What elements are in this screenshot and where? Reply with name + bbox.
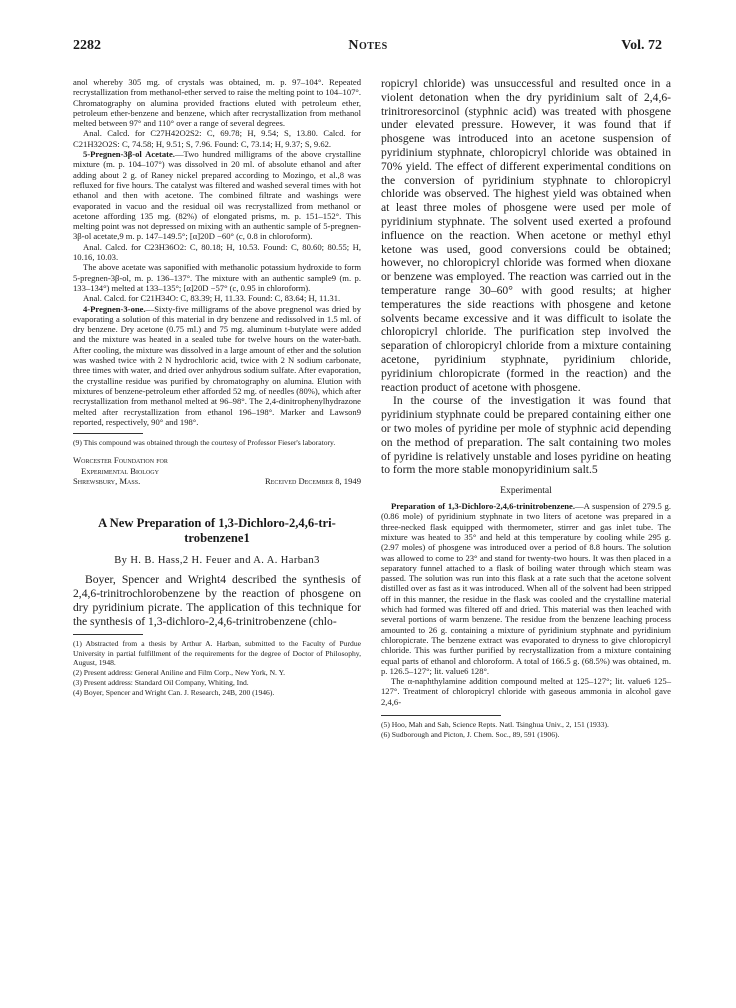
- analysis-line: Anal. Calcd. for C23H36O2: C, 80.18; H, 10.53. Found: C, 80.60; 80.55; H, 10.16, 10.03.: [73, 241, 361, 263]
- paragraph: [73, 149, 361, 242]
- left-column: [73, 77, 361, 699]
- footnotes: [73, 438, 361, 447]
- journal-section: Notes: [348, 38, 388, 53]
- footnote: (3) Present address: Standard Oil Company, Whiting, Ind.: [73, 678, 249, 688]
- paragraph-text: —Sixty-five milligrams of the above pregnenol was dried by evaporating a solution of this material in dry benzene and redissolved in 1.5 ml. of dry benzene. Dry acetone (0.75 ml.) and 75 mg. aluminum t-butylate were added and the mixture was heated in a sealed tube for twelve hours on the water-bath. After cooling, the mixture was dissolved in a large amount of ether and the solution was washed twice with 2 N hydrochloric acid, twice with 2 N sodium carbonate, three times with water, and dried over anhydrous sodium sulfate. After evaporation, the crystalline residue was purified by chromatography on alumina. Elution with mixtures of benzene-petroleum ether afforded 52 mg. of needles (80%), which after recrystallization from methanol melted at 96–98°. The 2,4-dinitrophenylhydrazone melted after recrystallization from ethanol 196–198°. Marker and Lawson9 reported, respectively, 90° and 198°.: [73, 303, 361, 427]
- footnote: (6) Sudborough and Picton, J. Chem. Soc., 89, 591 (1906).: [381, 730, 560, 740]
- running-header: [0, 38, 736, 58]
- footnote-divider: [73, 433, 143, 434]
- footnote: (5) Hoo, Mah and Sah, Science Repts. Natl. Tsinghua Univ., 2, 151 (1933).: [381, 720, 609, 730]
- title-line: A New Preparation of 1,3-Dichloro-2,4,6-tri-: [98, 516, 336, 531]
- analysis-line: Anal. Calcd. for C21H34O: C, 83.39; H, 11.33. Found: C, 83.64; H, 11.31.: [83, 293, 341, 304]
- footnote-divider: [73, 634, 143, 635]
- paragraph: anol whereby 305 mg. of crystals was obtained, m. p. 97–104°. Repeated recrystallization from methanol-ether served to raise the melting point to 104–107°. Chromatography on alumina provided fractions eluted with petroleum ether, petroleum ether-benzene and benzene, which after recrystallization from methanol melted between 97° and 110° over a range of several degrees.: [73, 77, 361, 129]
- paragraph: The above acetate was saponified with methanolic potassium hydroxide to form 5-pregnen-3β-ol, m. p. 136–137°. The mixture with an authentic sample9 (m. p. 133–134°) melted at 133–135°; [α]20D −57° (c, 0.95 in chloroform).: [73, 262, 361, 293]
- article-intro: [73, 573, 361, 628]
- institution-line: Worcester Foundation for: [73, 455, 168, 466]
- subsection-heading: Preparation of 1,3-Dichloro-2,4,6-trinitrobenzene.: [391, 501, 576, 512]
- authors: By H. B. Hass,2 H. Feuer and A. A. Harban3: [114, 555, 320, 567]
- paragraph: [381, 501, 671, 676]
- paragraph: Boyer, Spencer and Wright4 described the synthesis of 2,4,6-trinitrochlorobenzene by the reaction of phosgene on dry pyridinium picrate. The application of this technique for the synthesis of 1,3-dichloro-2,4,6-trinitrobenzene (chlo-: [73, 573, 361, 628]
- paragraph: ropicryl chloride) was unsuccessful and resulted once in a violent detonation when the dry pyridinium salt of 2,4,6-trinitroresorcinol (styphnic acid) was treated with phosgene under elevated pressure. However, it was found that if phosgene was introduced into an acetone suspension of pyridinium styphnate, chloropicryl chloride was obtained in 70% yield. The effect of different experimental conditions on the conversion of pyridinium styphnate to chloropicryl chloride was observed. The highest yield was obtained when at least three moles of phosgene were used per mole of pyridinium styphnate. The solvent used exerted a profound influence on the reaction. When acetone or methyl ethyl ketone was used, good conversions could be obtained; however, no chloropicryl chloride was formed when dioxane or benzene was employed. The reaction was carried out in the temperature range 30–60° with good results; at higher temperatures the side reactions with phosgene and ketone solvents became excessive and it was difficult to isolate the chloropicryl chloride. The purification step involved the separation of chloropicryl chloride from a mixture containing acetone, pyridinium styphnate, pyridinium chloride, pyridinium chloropicrate (formed in the reaction) and the reaction product of acetone with phosgene.: [381, 77, 671, 394]
- paragraph: In the course of the investigation it was found that pyridinium styphnate could be prepared containing either one or two moles of pyridine per mole of styphnic acid depending on the method of preparation. The salt containing two moles of pyridine is relatively unstable and loses pyridine on heating to form the more stable monopyridinium salt.5: [381, 394, 671, 477]
- paragraph: The α-naphthylamine addition compound melted at 125–127°; lit. value6 125–127°. Treatment of chloropicryl chloride with gaseous ammonia in alcohol gave 2,4,6-: [381, 676, 671, 707]
- subsection-heading: 4-Pregnen-3-one.: [83, 303, 146, 314]
- institution-line: Experimental Biology: [81, 465, 159, 476]
- title-line: trobenzene1: [184, 531, 250, 546]
- footnote: (1) Abstracted from a thesis by Arthur A. Harban, submitted to the Faculty of Purdue University in partial fulfillment of the requirements for the degree of Doctor of Philosophy, August, 1948.: [73, 639, 361, 667]
- analysis-line: Anal. Calcd. for C27H42O2S2: C, 69.78; H, 9.54; S, 13.80. Calcd. for C21H32O2S: C, 74.58; H, 9.51; S, 7.96. Found: C, 73.14; H, 9.37; S, 9.62.: [73, 128, 361, 149]
- affiliation-block: [73, 455, 361, 486]
- volume-label: Vol. 72: [621, 38, 662, 53]
- location: Shrewsbury, Mass.: [73, 475, 141, 486]
- page-number: 2282: [73, 38, 101, 53]
- footnote: (4) Boyer, Spencer and Wright Can. J. Research, 24B, 200 (1946).: [73, 688, 275, 698]
- right-column: [381, 77, 671, 740]
- footnote: (2) Present address: General Aniline and Film Corp., New York, N. Y.: [73, 667, 285, 677]
- location-received-line: [73, 476, 361, 486]
- experimental-heading: Experimental: [500, 485, 552, 497]
- footnote-divider: [381, 715, 501, 716]
- experimental-section: [381, 501, 671, 707]
- paragraph: [73, 304, 361, 428]
- received-date: Received December 8, 1949: [264, 475, 361, 486]
- footnotes: [381, 720, 671, 739]
- article-body: [381, 77, 671, 477]
- paragraph-text: —A suspension of 279.5 g. (0.86 mole) of pyridinium styphnate in two liters of acetone was prepared in a three-necked flask equipped with thermometer, stirrer and gas inlet tube. The mixture was heated to 35° and held at this temperature by cooling while 295 g. (2.97 moles) of phosgene was introduced over a period of 8.8 hours. The solution was allowed to come to 23° and stand for twenty-two hours. It was then placed in a separatory funnel attached to a flask of boiling water through which steam was passed. The solution was run into this flask at a rate such that the acetone solvent distilled over as fast as it was introduced. When all of the solvent had been stripped off in this manner, the residue in the flask was cooled and the crystalline material which had formed was filtered off and dried. This material was then leached with several portions of warm benzene. The residue from the benzene leaching process amounted to 26 g. containing a mixture of pyridinium styphnate and pyridinium chloropicrate. The benzene extract was evaporated to dryness to give chloropicryl chloride. This was further purified by recrystallization from a mixture containing equal parts of ethanol and chloroform. A total of 166.5 g. (68.5%) was obtained, m. p. 126.5–127°; lit. value6 128°.: [381, 501, 671, 676]
- paragraph-text: —Two hundred milligrams of the above crystalline mixture (m. p. 104–107°) was dissolved in 20 ml. of absolute ethanol and after adding about 2 g. of Raney nickel prepared according to Mozingo, et al.,8 was refluxed for five hours. The catalyst was filtered and washed several times with hot ethanol and then with acetone. The combined filtrate and washings were evaporated in vacuo and the residual oil was recrystallized from methanol or acetone affording 135 mg. (82%) of elongated prisms, m. p. 151–152°. This melting point was not depressed on mixing with an authentic sample of 5-pregnen-3β-ol acetate,9 m. p. 147–149.5°; [α]20D −60° (c, 0.8 in chloroform).: [73, 149, 361, 242]
- article-title: [73, 516, 361, 546]
- footnotes: [73, 639, 361, 697]
- footnote: (9) This compound was obtained through the courtesy of Professor Fieser's laboratory.: [73, 438, 336, 448]
- steroid-experimental: [73, 77, 361, 427]
- subsection-heading: 5-Pregnen-3β-ol Acetate.: [83, 149, 175, 160]
